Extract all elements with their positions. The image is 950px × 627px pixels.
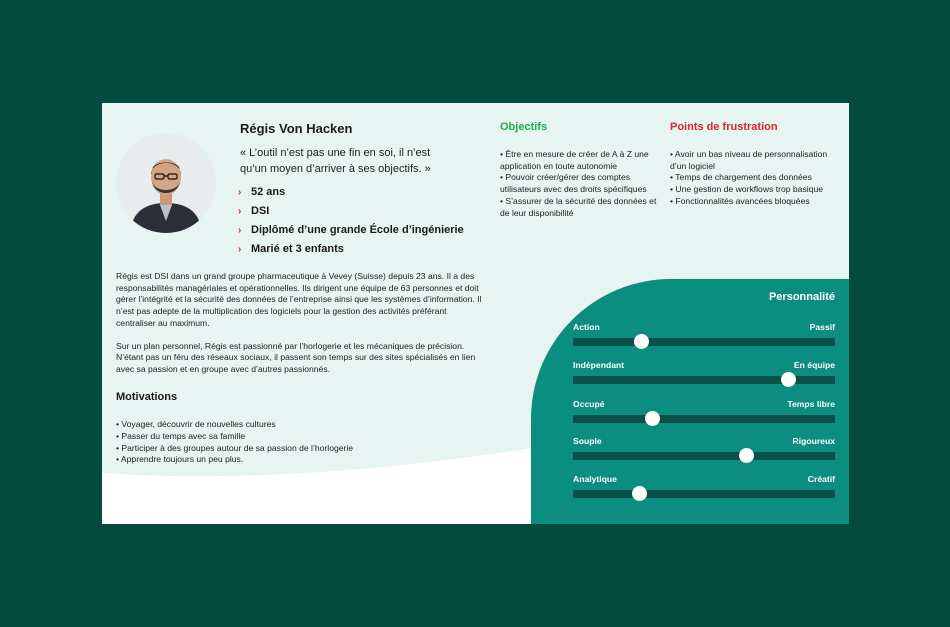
bio-paragraph: Sur un plan personnel, Régis est passionné par l’horlogerie et les mécaniques de précision. N’étant pas un féru des réseaux sociaux, il passent son temps sur des sites spécialisés en lien avec sa passion et en groupe avec d’autres passionnés. (116, 340, 476, 374)
trait-slider-analytique[interactable] (573, 474, 835, 504)
chevron-right-icon: › (238, 225, 242, 236)
slider-track[interactable] (573, 415, 835, 423)
fact-text: DSI (251, 205, 270, 217)
slider-knob[interactable] (632, 486, 647, 501)
persona-quote: « L’outil n’est pas une fin en soi, il n’est qu’un moyen d’arriver à ses objectifs. » (240, 147, 431, 175)
persona-card (102, 103, 849, 524)
slider-knob[interactable] (634, 334, 649, 349)
persona-facts (238, 183, 464, 259)
trait-slider-occupe[interactable] (573, 399, 835, 429)
trait-left-label: Occupé (573, 399, 605, 409)
trait-right-label: Passif (809, 322, 835, 332)
slider-track[interactable] (573, 338, 835, 346)
objectifs-title: Objectifs (500, 121, 548, 133)
motivations-title: Motivations (116, 391, 178, 403)
chevron-right-icon: › (238, 187, 242, 198)
list-item: • Voyager, découvrir de nouvelles cultures (116, 419, 276, 429)
avatar (116, 133, 216, 233)
objectifs-list (500, 149, 668, 219)
list-item: • S’assurer de la sécurité des données et de leur disponibilité (500, 195, 657, 218)
trait-left-label: Action (573, 322, 600, 332)
trait-right-label: En équipe (793, 360, 835, 370)
list-item: • Passer du temps avec sa famille (116, 430, 246, 441)
trait-right-label: Rigoureux (792, 436, 835, 446)
slider-track[interactable] (573, 452, 835, 460)
chevron-right-icon: › (238, 244, 242, 255)
slider-knob[interactable] (781, 372, 796, 387)
list-item: • Pouvoir créer/gérer des comptes utilisateurs avec des droits spécifiques (500, 172, 647, 195)
frustration-title: Points de frustration (670, 121, 778, 133)
person-portrait-icon (116, 133, 216, 233)
trait-slider-independant[interactable] (573, 360, 835, 390)
list-item: • Être en mesure de créer de A à Z une application en toute autonomie (500, 149, 649, 171)
list-item: • Apprendre toujours un peu plus. (116, 454, 244, 465)
bio-paragraph: Régis est DSI dans un grand groupe pharmaceutique à Vevey (Suisse) depuis 23 ans. Il a des responsabilités managériales et opérationnelles. Ils dirigent une équipe de 63 personnes et doit gérer l’intégrité et la sécurité des données de l’entreprise ainsi que les systèmes d’information. Il n’est pas adepte de la multiplication des logiciels pour la gestion des activités préférant centraliser au maximum. (116, 271, 482, 328)
persona-name: Régis Von Hacken (240, 121, 353, 136)
trait-slider-action[interactable] (573, 322, 835, 352)
trait-right-label: Créatif (807, 474, 835, 484)
fact-item (238, 202, 464, 221)
list-item: • Fonctionnalités avancées bloquées (670, 195, 810, 206)
chevron-right-icon: › (238, 206, 242, 217)
frustration-list (670, 149, 838, 208)
trait-left-label: Analytique (573, 474, 617, 484)
fact-text: Marié et 3 enfants (251, 243, 344, 255)
trait-left-label: Souple (573, 436, 602, 446)
trait-right-label: Temps libre (787, 399, 835, 409)
fact-text: 52 ans (251, 186, 286, 198)
slider-track[interactable] (573, 490, 835, 498)
list-item: • Participer à des groupes autour de sa passion de l’horlogerie (116, 442, 354, 453)
list-item: • Avoir un bas niveau de personnalisation d’un logiciel (670, 149, 828, 171)
motivations-list (116, 419, 353, 466)
personality-title: Personnalité (768, 291, 835, 303)
list-item: • Temps de chargement des données (670, 172, 812, 183)
fact-item (238, 221, 464, 240)
fact-text: Diplômé d’une grande École d’ingénierie (251, 224, 464, 236)
slider-knob[interactable] (739, 448, 754, 463)
trait-slider-souple[interactable] (573, 436, 835, 466)
list-item: • Une gestion de workflows trop basique (670, 184, 824, 195)
slider-knob[interactable] (645, 411, 660, 426)
trait-left-label: Indépendant (573, 360, 625, 370)
fact-item (238, 240, 464, 259)
persona-bio (116, 271, 486, 387)
fact-item (238, 183, 464, 202)
